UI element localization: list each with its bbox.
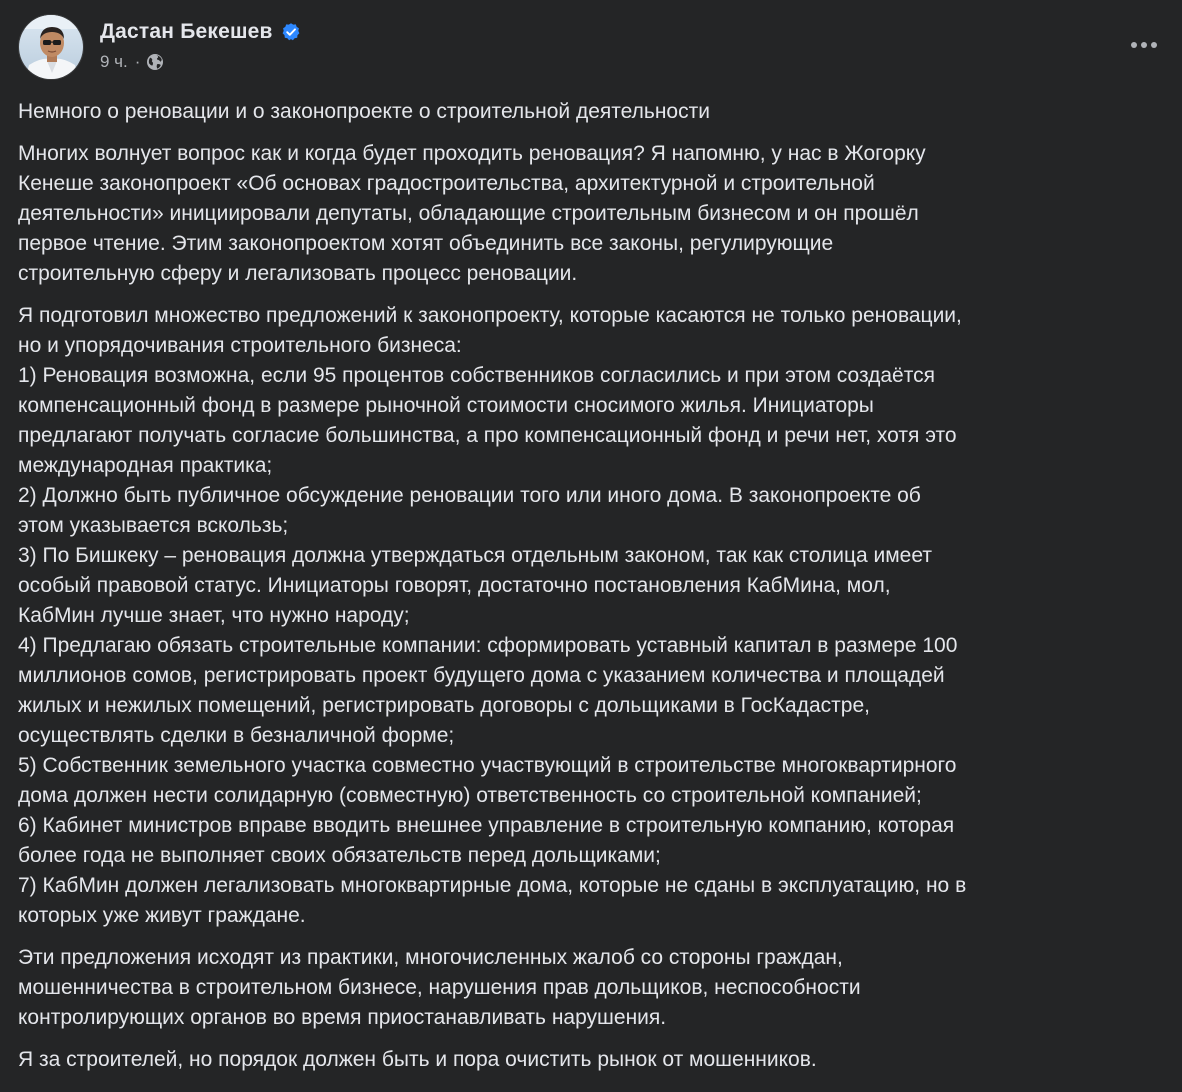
text-line: которых уже живут граждане. bbox=[18, 904, 306, 927]
text-line: Эти предложения исходят из практики, многочисленных жалоб со стороны граждан, bbox=[18, 946, 843, 969]
verified-badge-icon bbox=[281, 22, 301, 42]
post-meta bbox=[100, 14, 301, 72]
text-line: дома должен нести солидарную (совместную) ответственность со строительной компанией; bbox=[18, 784, 922, 807]
post-paragraph bbox=[18, 139, 1168, 289]
globe-icon[interactable] bbox=[146, 53, 164, 71]
text-line: этом указывается вскользь; bbox=[18, 514, 289, 537]
text-line: предлагают получать согласие большинства, а про компенсационный фонд и речи нет, хотя это bbox=[18, 424, 957, 447]
text-line: Многих волнует вопрос как и когда будет проходить реновация? Я напомню, у нас в Жогорку bbox=[18, 142, 926, 165]
text-line: но и упорядочивания строительного бизнеса: bbox=[18, 334, 462, 357]
author-row bbox=[100, 20, 301, 44]
text-line: международная практика; bbox=[18, 454, 273, 477]
post-time-row bbox=[100, 52, 301, 72]
post-timestamp[interactable]: 9 ч. bbox=[100, 52, 128, 71]
author-name[interactable]: Дастан Бекешев bbox=[100, 20, 273, 43]
text-line: Кенеше законопроект «Об основах градостроительства, архитектурной и строительной bbox=[18, 172, 875, 195]
text-line: жилых и нежилых помещений, регистрировать договоры с дольщиками в ГосКадастре, bbox=[18, 694, 870, 717]
text-line: КабМин лучше знает, что нужно народу; bbox=[18, 604, 410, 627]
text-line: мошенничества в строительном бизнесе, нарушения прав дольщиков, неспособности bbox=[18, 976, 861, 999]
separator-dot: · bbox=[134, 52, 141, 71]
text-line: 2) Должно быть публичное обсуждение реновации того или иного дома. В законопроекте об bbox=[18, 484, 921, 507]
avatar[interactable] bbox=[18, 14, 84, 80]
post-header bbox=[18, 14, 301, 84]
text-line: 3) По Бишкеку – реновация должна утверждаться отдельным законом, так как столица имеет bbox=[18, 544, 932, 567]
text-line: Я подготовил множество предложений к законопроекту, которые касаются не только реновации, bbox=[18, 304, 962, 327]
post-body bbox=[18, 97, 1168, 1087]
post-paragraph-title: Немного о реновации и о законопроекте о строительной деятельности bbox=[18, 100, 710, 123]
post-paragraph bbox=[18, 301, 1168, 931]
more-options-button[interactable] bbox=[1124, 30, 1164, 60]
text-line: деятельности» инициировали депутаты, обладающие строительным бизнесом и он прошёл bbox=[18, 202, 919, 225]
text-line: миллионов сомов, регистрировать проект будущего дома с указанием количества и площадей bbox=[18, 664, 945, 687]
text-line: 6) Кабинет министров вправе вводить внешнее управление в строительную компанию, которая bbox=[18, 814, 955, 837]
text-line: особый правовой статус. Инициаторы говорят, достаточно постановления КабМина, мол, bbox=[18, 574, 891, 597]
text-line: 7) КабМин должен легализовать многоквартирные дома, которые не сданы в эксплуатацию, но в bbox=[18, 874, 967, 897]
text-line: осуществлять сделки в безналичной форме; bbox=[18, 724, 455, 747]
text-line: компенсационный фонд в размере рыночной стоимости сносимого жилья. Инициаторы bbox=[18, 394, 874, 417]
post-paragraph-closing: Я за строителей, но порядок должен быть и пора очистить рынок от мошенников. bbox=[18, 1048, 817, 1071]
post-paragraph bbox=[18, 943, 1168, 1033]
more-options-icon bbox=[1130, 41, 1158, 49]
text-line: 5) Собственник земельного участка совместно участвующий в строительстве многоквартирного bbox=[18, 754, 957, 777]
text-line: более года не выполняет своих обязательств перед дольщиками; bbox=[18, 844, 661, 867]
text-line: 4) Предлагаю обязать строительные компании: сформировать уставный капитал в размере 100 bbox=[18, 634, 958, 657]
text-line: строительную сферу и легализовать процесс реновации. bbox=[18, 262, 578, 285]
text-line: контролирующих органов во время приостанавливать нарушения. bbox=[18, 1006, 667, 1029]
text-line: 1) Реновация возможна, если 95 процентов собственников согласились и при этом создаётся bbox=[18, 364, 935, 387]
profile-photo bbox=[19, 15, 84, 80]
text-line: первое чтение. Этим законопроектом хотят объединить все законы, регулирующие bbox=[18, 232, 834, 255]
